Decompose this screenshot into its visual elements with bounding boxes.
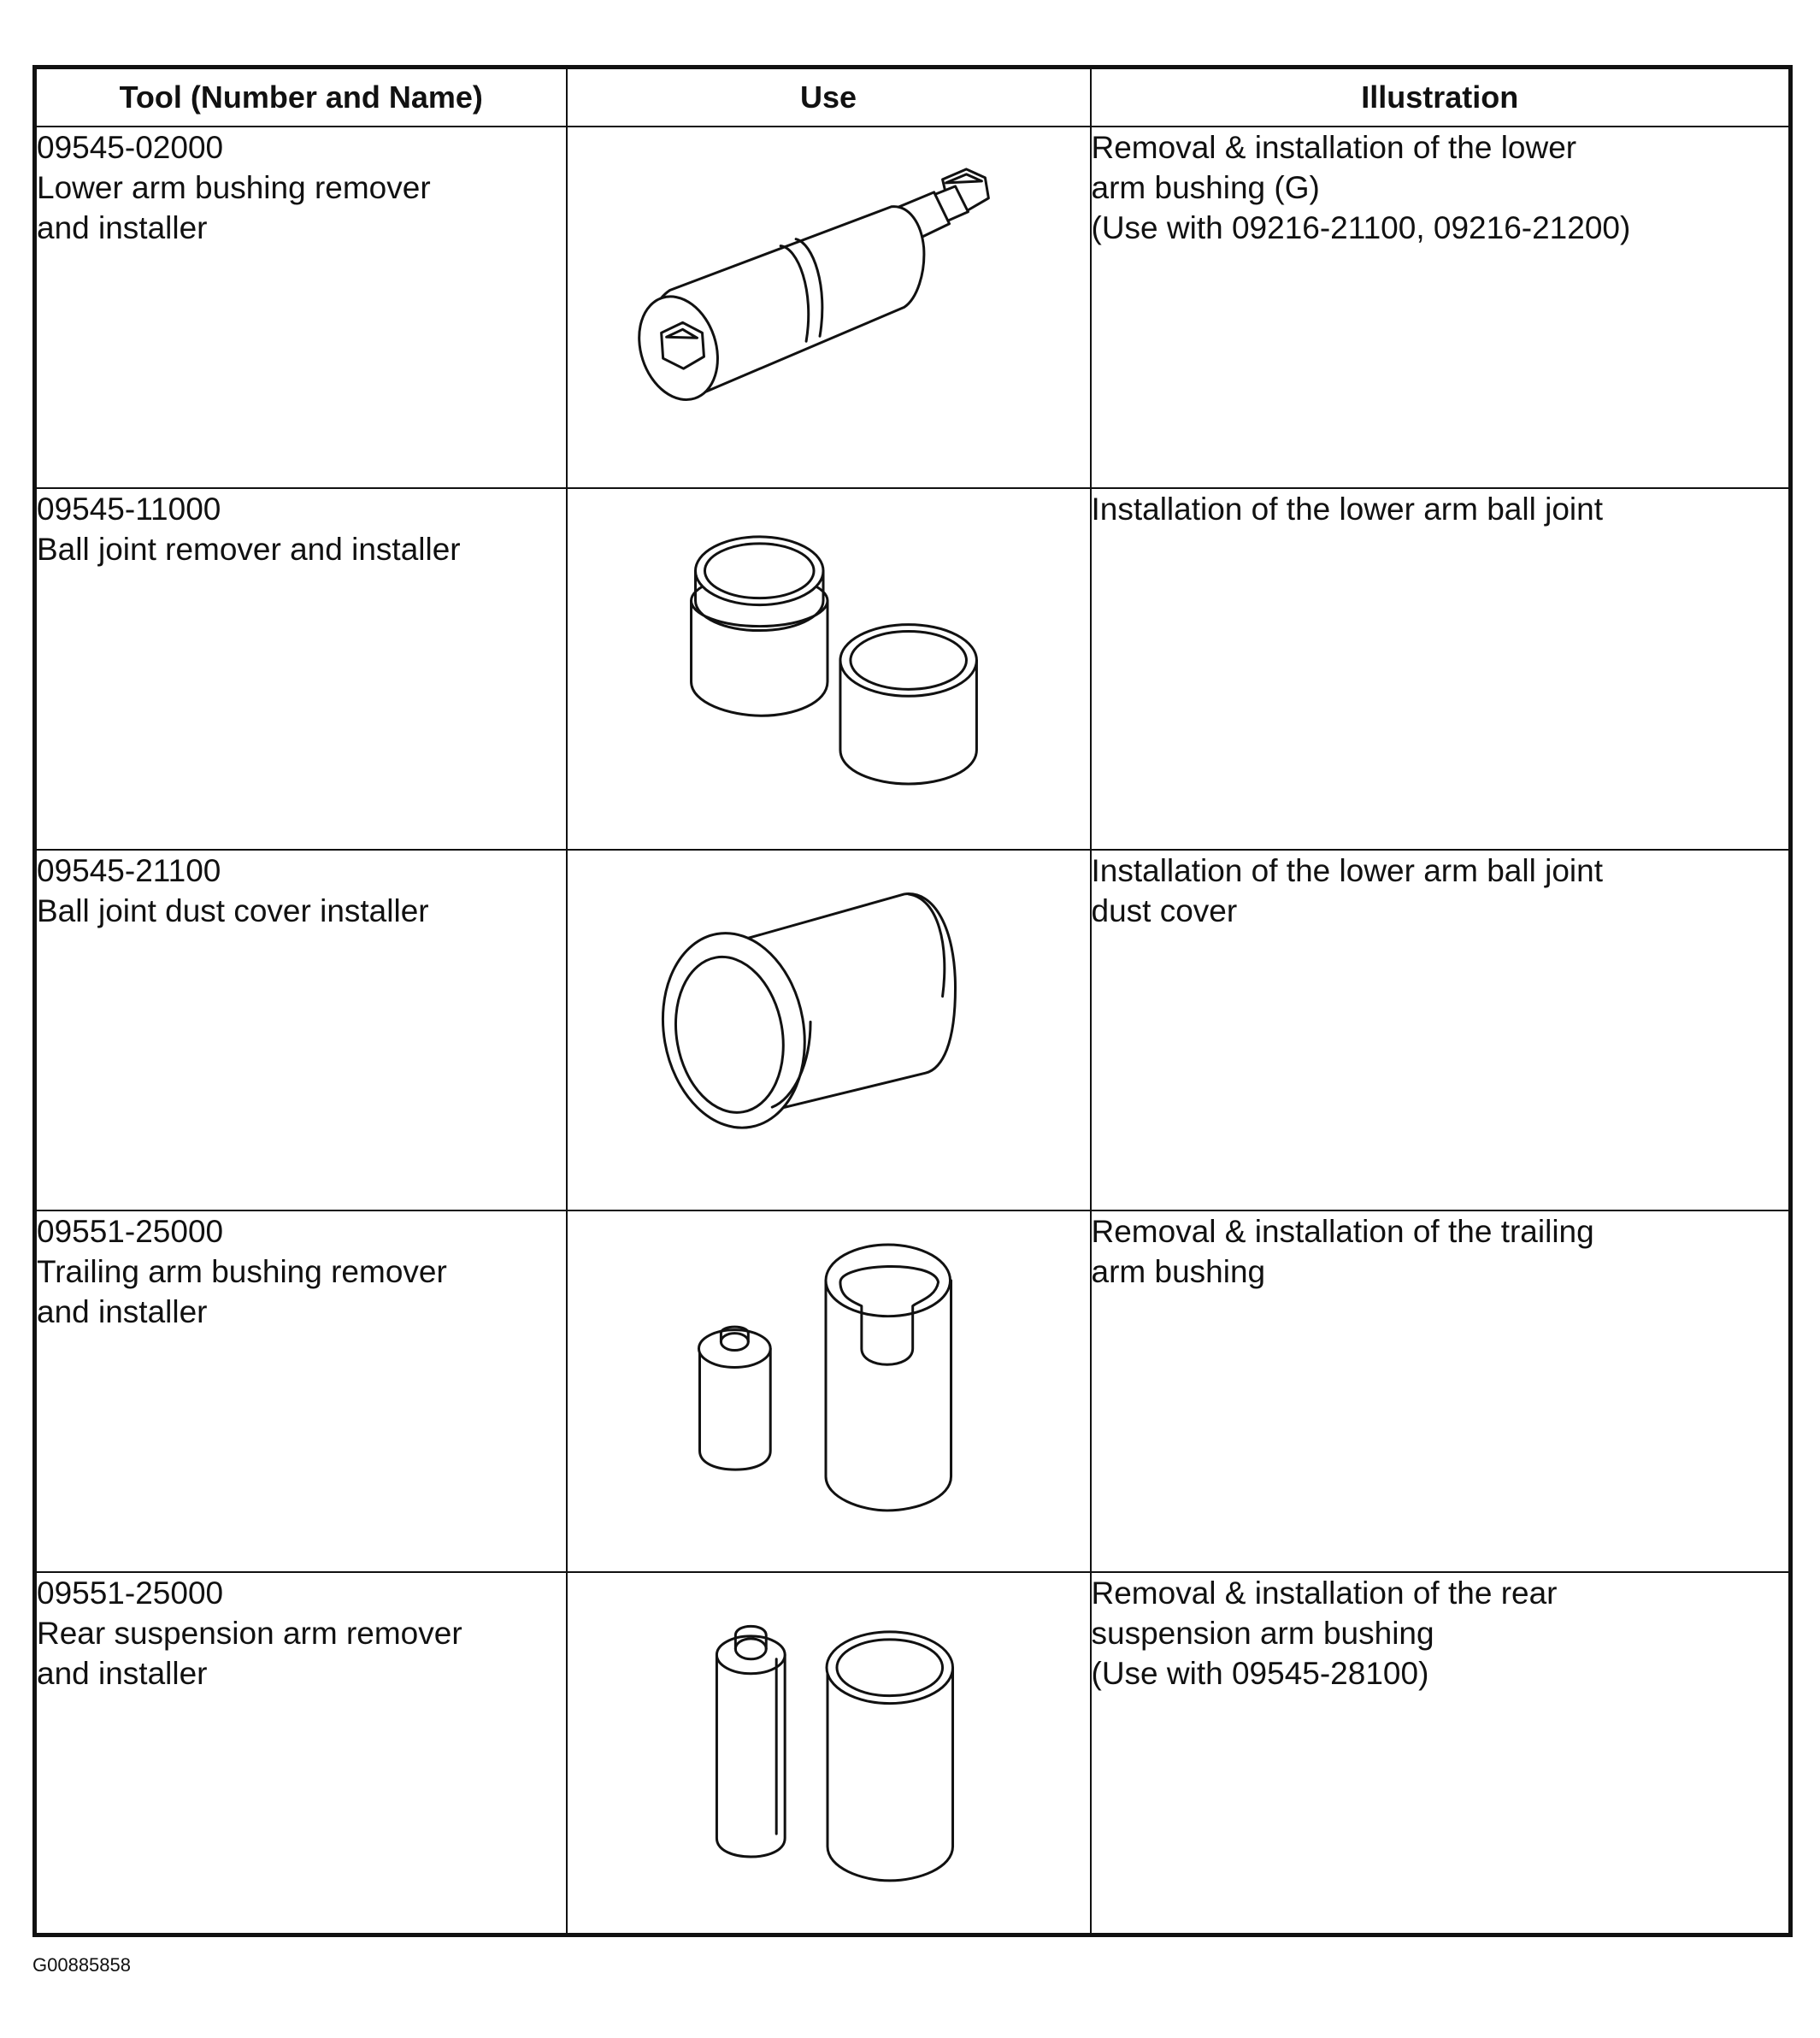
header-illustration: Illustration	[1091, 68, 1791, 127]
tool-description: Installation of the lower arm ball joint dust cover	[1091, 852, 1603, 928]
illustration-cell	[1091, 127, 1791, 488]
tool-number: 09551-25000	[37, 1576, 224, 1611]
tool-cell	[35, 127, 567, 488]
table-row	[35, 850, 1791, 1211]
trailing-arm-tool-icon	[567, 1210, 1091, 1572]
table-row	[35, 1572, 1791, 1935]
illustration-cell	[1091, 488, 1791, 850]
tool-name: Trailing arm bushing remover and installer	[37, 1254, 447, 1330]
tool-description: Removal & installation of the rear suspension arm bushing (Use with 09545-28100)	[1091, 1576, 1558, 1692]
illustration-cell	[1091, 1572, 1791, 1935]
dust-cover-sleeve-drawing	[568, 851, 1090, 1210]
tool-name: Ball joint dust cover installer	[37, 892, 429, 928]
bushing-remover-installer-icon	[567, 127, 1091, 488]
special-tools-table	[32, 65, 1793, 1937]
header-tool: Tool (Number and Name)	[35, 68, 567, 127]
bushing-remover-installer-drawing	[568, 127, 1090, 487]
tool-description: Removal & installation of the lower arm bushing (G) (Use with 09216-21100, 09216-21200)	[1091, 130, 1631, 245]
trailing-arm-tool-drawing	[568, 1211, 1090, 1571]
rear-arm-tool-icon	[567, 1572, 1091, 1935]
tool-number: 09545-02000	[37, 130, 224, 165]
tool-description: Installation of the lower arm ball joint	[1091, 491, 1603, 527]
tool-number: 09545-11000	[37, 491, 221, 527]
table-header-row	[35, 68, 1791, 127]
table-row	[35, 488, 1791, 850]
ball-joint-cups-drawing	[568, 489, 1090, 849]
tool-description: Removal & installation of the trailing arm bushing	[1091, 1214, 1594, 1290]
table-row	[35, 127, 1791, 488]
dust-cover-sleeve-icon	[567, 850, 1091, 1211]
tools-table-sheet	[32, 65, 1788, 1937]
header-use: Use	[567, 68, 1091, 127]
tool-name: Ball joint remover and installer	[37, 531, 461, 567]
tool-number: 09551-25000	[37, 1214, 224, 1250]
table-row	[35, 1210, 1791, 1572]
tool-number: 09545-21100	[37, 852, 221, 888]
tool-name: Rear suspension arm remover and installer	[37, 1616, 462, 1692]
illustration-cell	[1091, 1210, 1791, 1572]
rear-arm-tool-drawing	[568, 1573, 1090, 1933]
tool-cell	[35, 1210, 567, 1572]
tool-cell	[35, 1572, 567, 1935]
tool-name: Lower arm bushing remover and installer	[37, 170, 431, 245]
tool-cell	[35, 488, 567, 850]
tool-cell	[35, 850, 567, 1211]
illustration-cell	[1091, 850, 1791, 1211]
ball-joint-cups-icon	[567, 488, 1091, 850]
figure-id: G00885858	[32, 1954, 131, 1976]
